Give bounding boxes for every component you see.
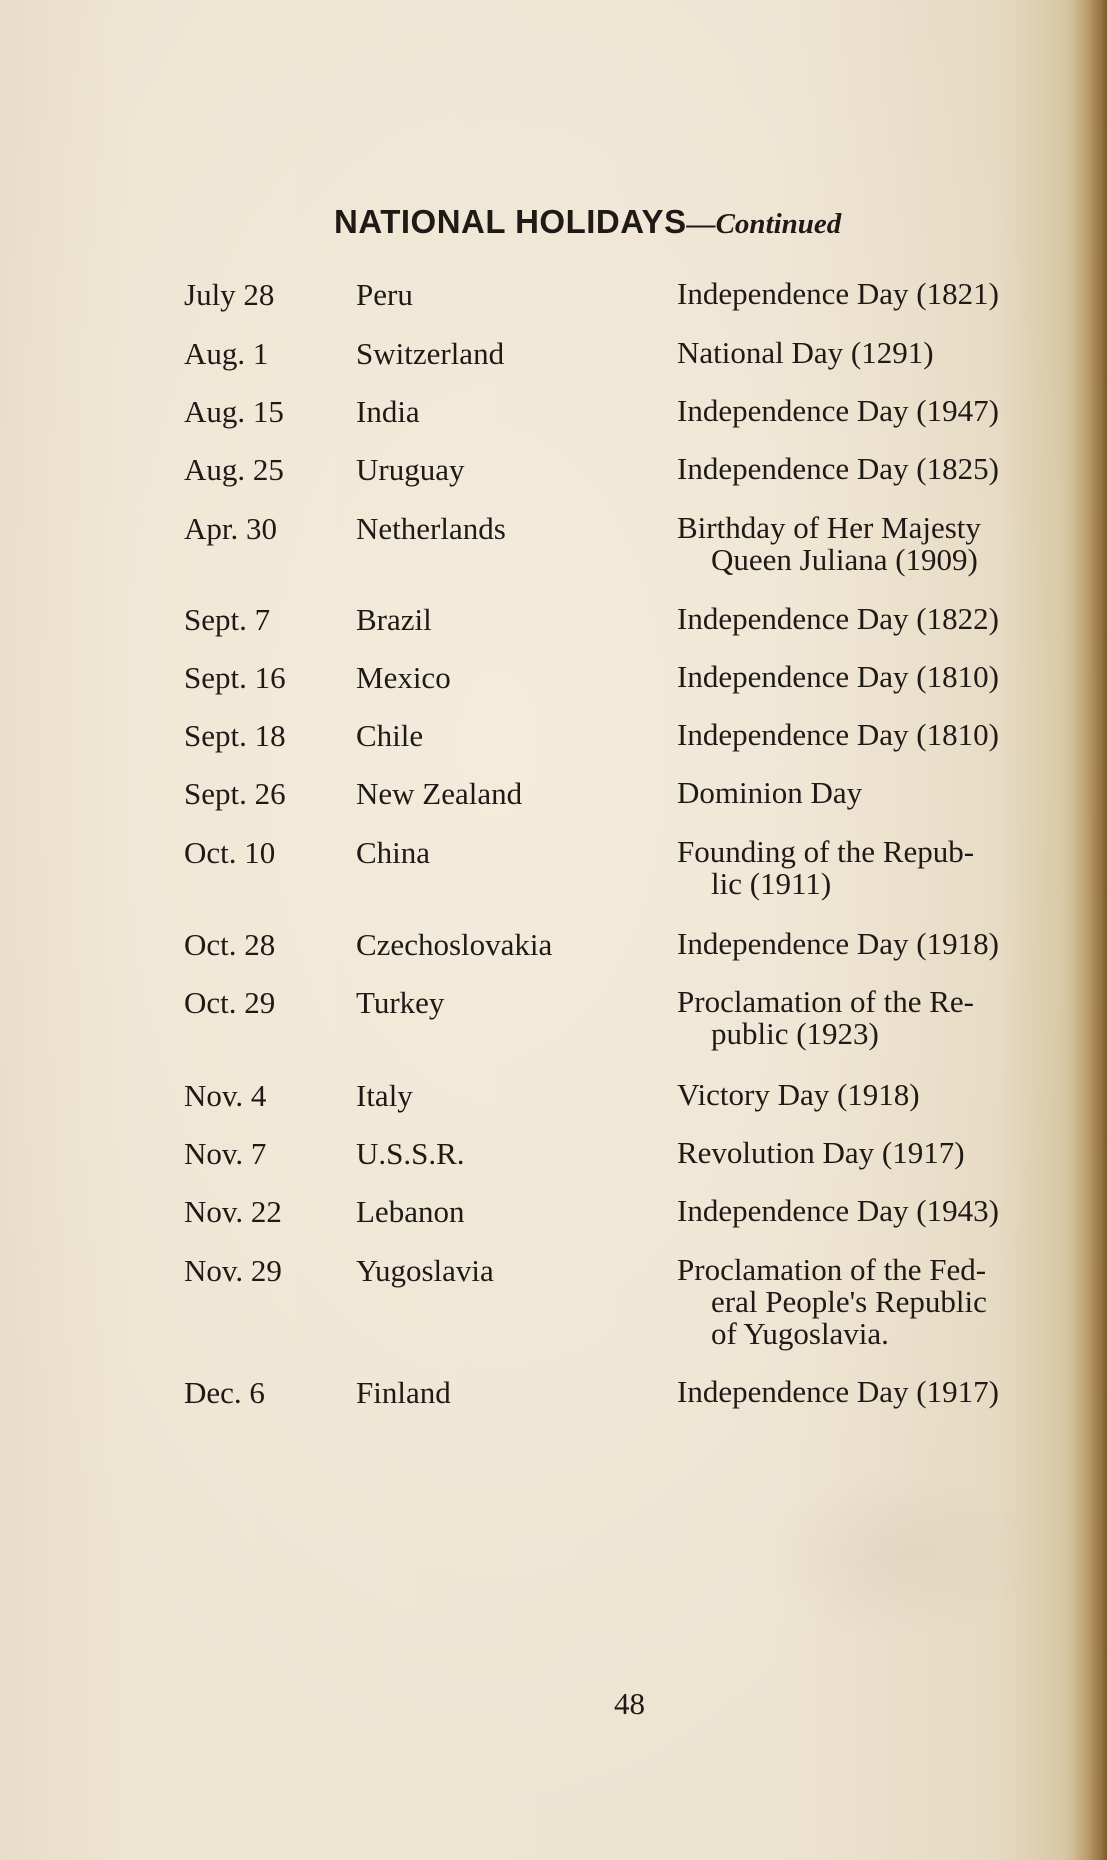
holiday-name <box>677 395 1077 427</box>
holiday-date: Nov. 7 <box>184 1136 267 1171</box>
holiday-name <box>677 1195 1077 1227</box>
holiday-line: Independence Day (1943) <box>677 1193 999 1228</box>
holiday-name <box>677 1137 1077 1169</box>
holiday-date: Oct. 10 <box>184 835 276 870</box>
holiday-country: Uruguay <box>356 452 465 487</box>
holiday-country: Turkey <box>356 985 445 1020</box>
holiday-date: Sept. 26 <box>184 776 286 811</box>
holiday-date: Oct. 28 <box>184 927 276 962</box>
holiday-name <box>677 337 1077 369</box>
holiday-date: Nov. 22 <box>184 1194 282 1229</box>
holiday-line: Independence Day (1810) <box>677 717 999 752</box>
holiday-line: Independence Day (1917) <box>677 1374 999 1409</box>
holiday-line: Independence Day (1821) <box>677 276 999 311</box>
holiday-country: China <box>356 835 431 870</box>
holiday-country: Mexico <box>356 660 451 695</box>
page-number: 48 <box>614 1686 645 1721</box>
holiday-country: Czechoslovakia <box>356 927 553 962</box>
holiday-name <box>677 1079 1077 1111</box>
holiday-country: Lebanon <box>356 1194 465 1229</box>
holiday-name <box>677 603 1077 635</box>
holiday-country: Chile <box>356 718 424 753</box>
holiday-line: Queen Juliana (1909) <box>711 542 978 577</box>
holiday-country: Finland <box>356 1375 451 1410</box>
holiday-country: Yugoslavia <box>356 1253 494 1288</box>
holiday-line: National Day (1291) <box>677 335 934 370</box>
holiday-name <box>677 986 1077 1050</box>
holiday-name <box>677 661 1077 693</box>
holiday-country: Peru <box>356 277 413 312</box>
holiday-line: Independence Day (1825) <box>677 451 999 486</box>
header-title: NATIONAL HOLIDAYS <box>334 203 687 240</box>
holiday-date: July 28 <box>184 277 275 312</box>
holiday-country: Italy <box>356 1078 413 1113</box>
holiday-date: Aug. 1 <box>184 336 269 371</box>
holiday-line: Independence Day (1918) <box>677 926 999 961</box>
holiday-date: Nov. 29 <box>184 1253 282 1288</box>
holiday-name <box>677 836 1077 900</box>
holiday-line: Independence Day (1822) <box>677 601 999 636</box>
holiday-country: Switzerland <box>356 336 505 371</box>
holiday-name <box>677 928 1077 960</box>
holiday-line: public (1923) <box>711 1016 879 1051</box>
holiday-country: Netherlands <box>356 511 506 546</box>
holiday-line: of Yugoslavia. <box>711 1316 889 1351</box>
holiday-date: Oct. 29 <box>184 985 276 1020</box>
holiday-name <box>677 453 1077 485</box>
header-continued: —Continued <box>686 208 842 240</box>
holiday-date: Aug. 15 <box>184 394 284 429</box>
holiday-name <box>677 512 1077 576</box>
holiday-name <box>677 278 1077 310</box>
holiday-name <box>677 1376 1077 1408</box>
holiday-date: Sept. 18 <box>184 718 286 753</box>
holiday-name <box>677 1254 1077 1350</box>
holiday-name <box>677 719 1077 751</box>
holiday-date: Sept. 7 <box>184 602 271 637</box>
holiday-date: Aug. 25 <box>184 452 284 487</box>
holiday-line: eral People's Republic <box>711 1284 987 1319</box>
holiday-date: Apr. 30 <box>184 511 277 546</box>
holiday-country: U.S.S.R. <box>356 1136 465 1171</box>
holiday-date: Nov. 4 <box>184 1078 267 1113</box>
holiday-date: Sept. 16 <box>184 660 286 695</box>
holiday-date: Dec. 6 <box>184 1375 265 1410</box>
holiday-line: Founding of the Repub- <box>677 834 975 869</box>
holiday-name <box>677 777 1077 809</box>
holiday-line: Proclamation of the Fed- <box>677 1252 987 1287</box>
holiday-country: India <box>356 394 420 429</box>
holiday-country: Brazil <box>356 602 432 637</box>
holiday-line: Independence Day (1947) <box>677 393 999 428</box>
holiday-line: Dominion Day <box>677 775 863 810</box>
holiday-line: lic (1911) <box>711 866 832 901</box>
holiday-country: New Zealand <box>356 776 523 811</box>
holiday-line: Proclamation of the Re- <box>677 984 974 1019</box>
holiday-line: Birthday of Her Majesty <box>677 510 981 545</box>
holiday-line: Victory Day (1918) <box>677 1077 920 1112</box>
holiday-line: Independence Day (1810) <box>677 659 999 694</box>
holiday-line: Revolution Day (1917) <box>677 1135 965 1170</box>
